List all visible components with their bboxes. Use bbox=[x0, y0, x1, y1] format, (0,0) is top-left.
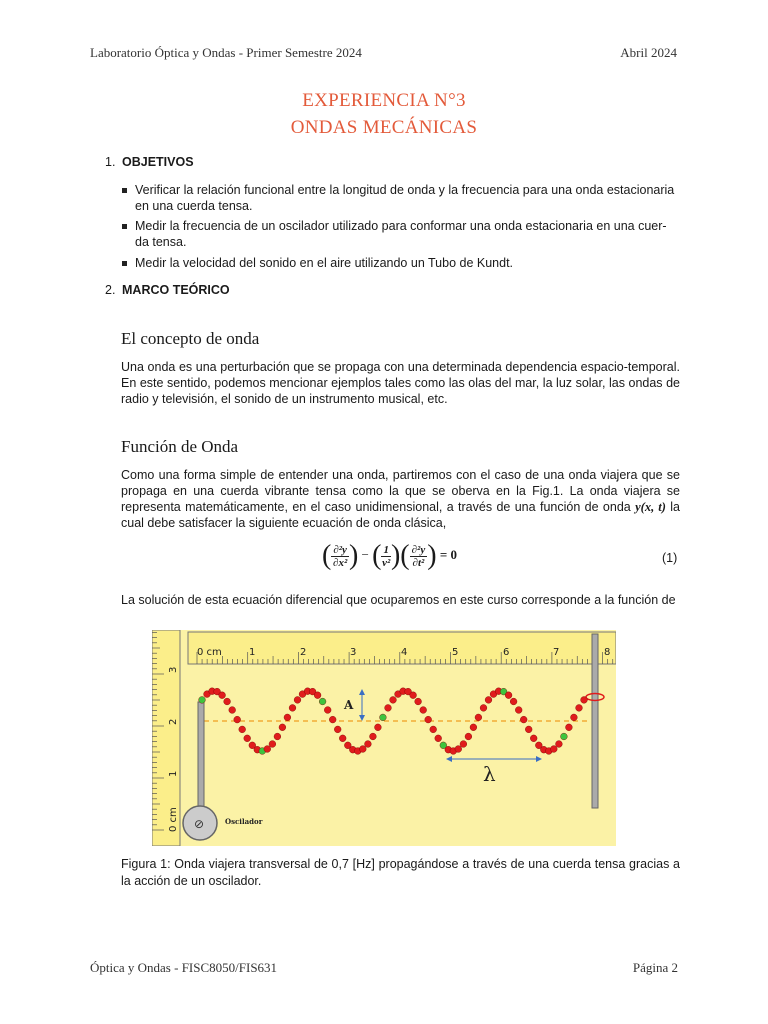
eq-numerator: ∂²y bbox=[333, 543, 347, 556]
bead bbox=[284, 714, 291, 721]
bead bbox=[510, 698, 517, 705]
subsection-heading: Función de Onda bbox=[121, 437, 239, 456]
bead bbox=[244, 735, 251, 742]
section-label: MARCO TEÓRICO bbox=[122, 283, 230, 297]
eq-denominator: v² bbox=[382, 556, 391, 569]
bead bbox=[515, 707, 522, 714]
page-subtitle: ONDAS MECÁNICAS bbox=[290, 117, 478, 138]
list-item bbox=[135, 182, 680, 214]
objective-text: Verificar la relación funcional entre la longitud de onda y la frecuencia para una onda estacionaria en una cuerda tensa. bbox=[135, 183, 675, 213]
figure-caption: Figura 1: Onda viajera transversal de 0,7 [Hz] propagándose a través de una cuerda tensa gracias a la acción de un oscilador. bbox=[121, 857, 680, 888]
header-left: Laboratorio Óptica y Ondas - Primer Semestre 2024 bbox=[90, 45, 362, 60]
bead bbox=[380, 714, 387, 721]
bead bbox=[319, 698, 326, 705]
right-pole bbox=[592, 634, 598, 808]
x-tick-label: 0 cm bbox=[197, 647, 222, 658]
x-tick-label: 1 bbox=[249, 647, 256, 658]
header-right: Abril 2024 bbox=[620, 45, 677, 60]
section-marco-teorico bbox=[105, 283, 230, 297]
bead bbox=[520, 716, 527, 723]
bead bbox=[435, 735, 442, 742]
bead bbox=[581, 697, 588, 704]
bead bbox=[475, 714, 482, 721]
subsection-heading: El concepto de onda bbox=[121, 329, 260, 348]
y-tick-label: 0 cm bbox=[168, 807, 179, 832]
section-objetivos bbox=[105, 155, 194, 169]
x-tick-label: 4 bbox=[401, 647, 408, 658]
eq-equals: = 0 bbox=[439, 546, 457, 562]
bead bbox=[576, 705, 583, 712]
wave-equation: ( $\frac{\text{∂²y}}{\text{∂x²}}$ ) − ( $\frac{1}{\text{v²}}$ )( $\frac{\text{∂²y}}{\text{∂t²}}$ ) = 0 bbox=[322, 540, 457, 571]
bead bbox=[505, 692, 512, 699]
bead bbox=[339, 735, 346, 742]
bead bbox=[571, 714, 578, 721]
footer-left: Óptica y Ondas - FISC8050/FIS631 bbox=[90, 960, 278, 975]
bead bbox=[219, 692, 226, 699]
x-tick-label: 2 bbox=[300, 647, 307, 658]
wavelength-label: λ bbox=[483, 762, 496, 786]
bead bbox=[556, 741, 563, 748]
bead bbox=[239, 726, 246, 733]
footer-right: Página 2 bbox=[632, 960, 678, 975]
bead bbox=[415, 698, 422, 705]
bead bbox=[375, 724, 382, 731]
page-title: EXPERIENCIA N°3 bbox=[302, 90, 466, 111]
paragraph-text: Como una forma simple de entender una onda, partiremos con el caso de una onda viajera que se propaga en una cuerda vibrante tensa como la que se oberva en la Fig.1. La onda viajera se representa matemáticamente, en el caso unidimensional, a través de una función de onda bbox=[121, 468, 680, 514]
bead bbox=[224, 698, 231, 705]
paragraph bbox=[121, 467, 680, 531]
y-tick-label: 1 bbox=[168, 770, 179, 777]
bullet-icon bbox=[122, 224, 127, 229]
oscillator-symbol: ⊘ bbox=[194, 817, 205, 831]
bead bbox=[359, 746, 366, 753]
bead bbox=[425, 716, 432, 723]
bead bbox=[455, 746, 462, 753]
amplitude-label: A bbox=[344, 698, 354, 712]
paragraph-text: la cual debe satisfacer la siguiente ecuación de onda clásica, bbox=[121, 500, 680, 530]
list-item bbox=[135, 255, 680, 271]
wave-function-symbol: y(x, t) bbox=[635, 500, 666, 514]
x-tick-label: 6 bbox=[503, 647, 510, 658]
equation-number: (1) bbox=[662, 551, 678, 565]
section-label: OBJETIVOS bbox=[122, 155, 194, 169]
bead bbox=[465, 733, 472, 740]
x-tick-label: 3 bbox=[350, 647, 357, 658]
x-tick-label: 8 bbox=[604, 647, 611, 658]
bead bbox=[385, 705, 392, 712]
bead bbox=[234, 716, 241, 723]
bead bbox=[264, 746, 271, 753]
eq-numerator: ∂²y bbox=[411, 543, 426, 556]
bead bbox=[370, 733, 377, 740]
eq-minus: − bbox=[361, 546, 369, 562]
bullet-icon bbox=[122, 188, 127, 193]
bead bbox=[314, 692, 321, 699]
bead bbox=[470, 724, 477, 731]
bead bbox=[229, 707, 236, 714]
bead bbox=[329, 716, 336, 723]
bead bbox=[324, 707, 331, 714]
paragraph: Una onda es una perturbación que se propaga con una determinada dependencia espacio-temporal. En este sentido, podemos mencionar ejemplos tales como las olas del mar, la luz solar, las ondas de radio y televisión, el sonido de un instrumento musical, etc. bbox=[121, 360, 680, 406]
bead bbox=[294, 697, 301, 704]
bead bbox=[480, 705, 487, 712]
eq-denominator: ∂t² bbox=[412, 556, 425, 569]
y-tick-label: 2 bbox=[168, 718, 179, 725]
section-number: 2. bbox=[105, 283, 116, 297]
bead bbox=[199, 697, 206, 704]
eq-numerator: 1 bbox=[383, 543, 389, 556]
bead bbox=[430, 726, 437, 733]
bead bbox=[289, 705, 296, 712]
section-number: 1. bbox=[105, 155, 116, 169]
bead bbox=[269, 741, 276, 748]
x-tick-label: 7 bbox=[553, 647, 560, 658]
paragraph: La solución de esta ecuación diferencial que ocuparemos en este curso corresponde a la función de bbox=[121, 593, 676, 607]
bead bbox=[410, 692, 417, 699]
bullet-icon bbox=[122, 261, 127, 266]
objective-text: Medir la frecuencia de un oscilador utilizado para conformar una onda estacionaria en una cuer-da tensa. bbox=[135, 219, 667, 249]
bead bbox=[550, 746, 557, 753]
bead bbox=[334, 726, 341, 733]
oscillator-label: Oscilador bbox=[225, 817, 263, 826]
bead bbox=[530, 735, 537, 742]
bead bbox=[561, 733, 568, 740]
bead bbox=[566, 724, 573, 731]
wave-figure bbox=[152, 630, 616, 846]
bead bbox=[390, 697, 397, 704]
eq-denominator: ∂x² bbox=[333, 556, 348, 569]
bead bbox=[460, 741, 467, 748]
bead bbox=[365, 741, 372, 748]
y-tick-label: 3 bbox=[168, 666, 179, 673]
bead bbox=[274, 733, 281, 740]
bead bbox=[279, 724, 286, 731]
bead bbox=[420, 707, 427, 714]
objective-text: Medir la velocidad del sonido en el aire utilizando un Tubo de Kundt. bbox=[135, 256, 514, 270]
bead bbox=[525, 726, 532, 733]
bead bbox=[485, 697, 492, 704]
list-item bbox=[135, 218, 680, 250]
x-tick-label: 5 bbox=[452, 647, 459, 658]
left-rod bbox=[198, 702, 204, 820]
